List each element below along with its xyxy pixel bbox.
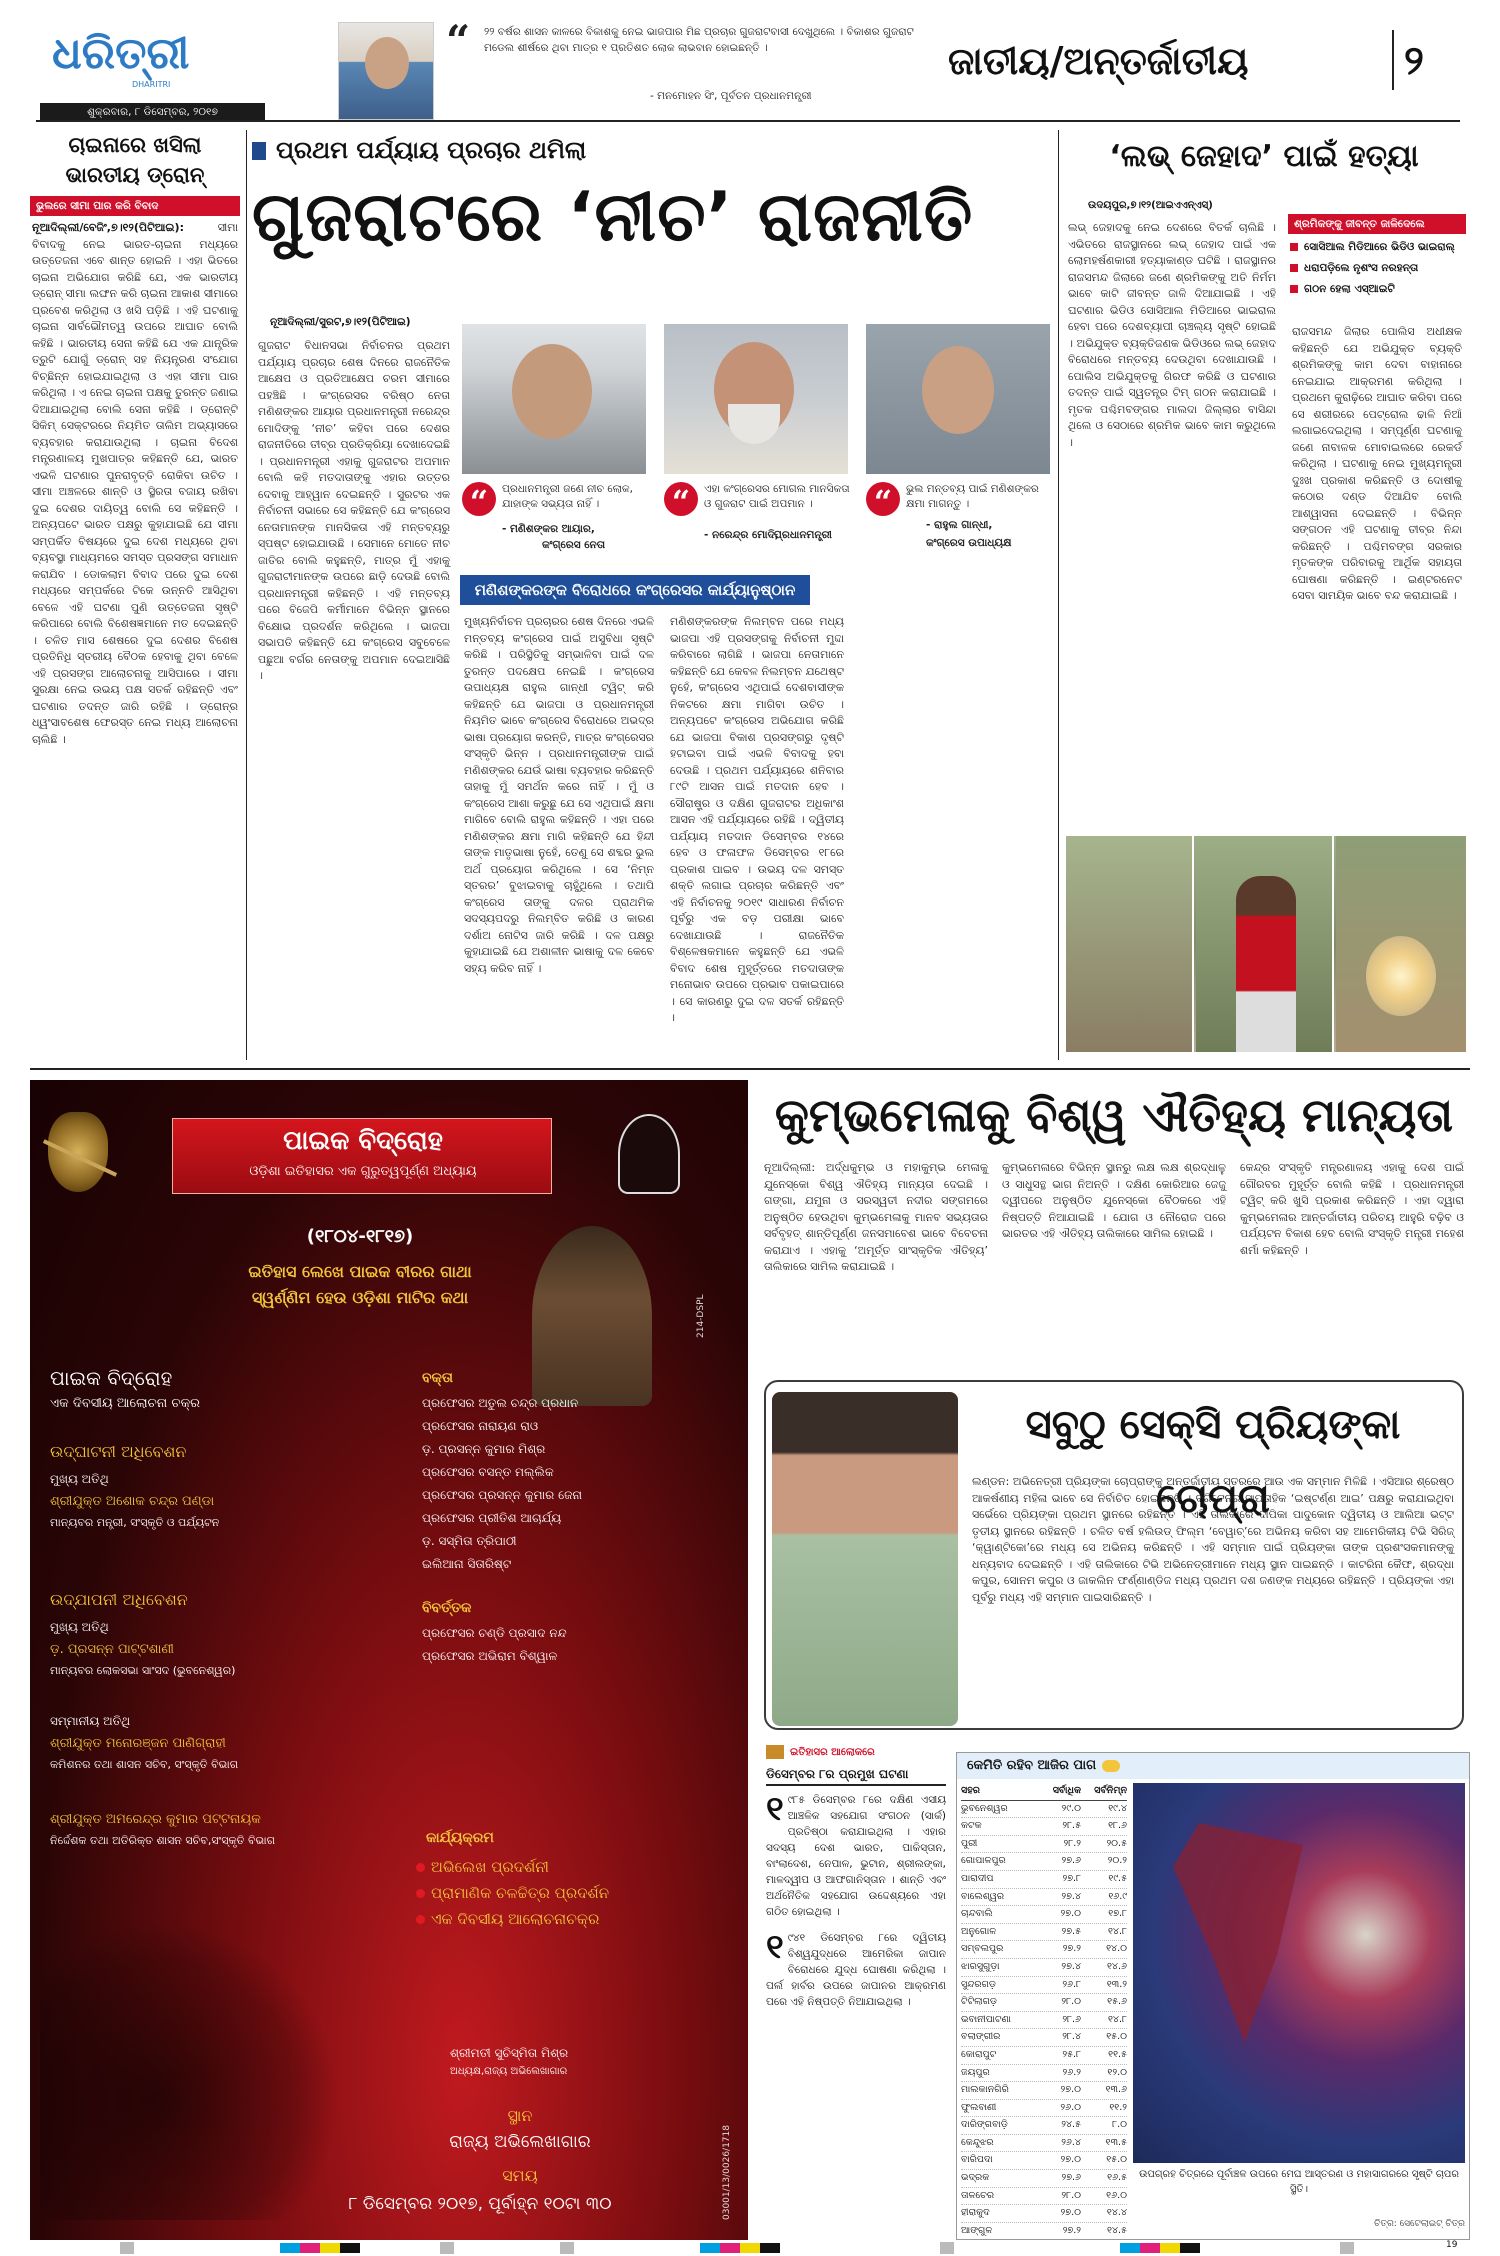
lj-dateline: ଉଦୟପୁର,୭।୧୨(ଆଇଏଏନ୍‌ଏସ୍)	[1088, 200, 1213, 211]
warrior-portrait	[532, 1226, 652, 1406]
weather-cell-min: ୧୧.୨	[1109, 2101, 1127, 2113]
priyanka-headline: ସବୁଠୁ ସେକ୍ସି ପ୍ରିୟଙ୍କା ଚୋପ୍ରା	[1025, 1402, 1401, 1522]
speaker-item: ଡ଼. ସସ୍ମିତା ତ୍ରିପାଠୀ	[422, 1534, 517, 1548]
kumbh-headline: କୁମ୍ଭମେଳାକୁ ବିଶ୍ୱ ଐତିହ୍ୟ ମାନ୍ୟତା	[774, 1088, 1454, 1142]
col-divider-2	[1058, 130, 1059, 1060]
footer	[0, 2240, 1500, 2256]
history-event-1	[766, 1789, 946, 1920]
speaker-item: ପ୍ରଫେସର ଅତୁଲ ଚନ୍ଦ୍ର ପ୍ରଧାନ	[422, 1396, 579, 1410]
cg-name: ଶ୍ରୀଯୁକ୍ତ ଅଶୋକ ଚନ୍ଦ୍ର ପଣ୍ଡା	[50, 1494, 215, 1509]
history-title: ଡିସେମ୍ବର ୮ର ପ୍ରମୁଖ ଘଟଣା	[766, 1764, 946, 1786]
satellite-credit: ଚିତ୍ର: ସେଟେଲାଇଟ୍ ଚିତ୍ର	[1374, 2219, 1465, 2229]
weather-cell-city: ସୁନ୍ଦରଗଡ଼	[961, 1978, 996, 1990]
weather-cell-city: ଆଙ୍ଗୁଳ	[961, 2224, 993, 2236]
weather-cell-min: ୧୪.୫	[1107, 2224, 1127, 2236]
masthead-underline	[36, 120, 1460, 122]
masthead-logo[interactable]	[52, 28, 252, 89]
weather-title-text: କେମିତି ରହିବ ଆଜିର ପାଗ	[967, 1758, 1097, 1773]
history-num-1: ୧	[766, 1789, 784, 1829]
lj-photo-2	[1196, 836, 1334, 1052]
weather-header-row	[961, 1783, 1127, 1801]
weather-cell-max: ୨୮.୬	[1062, 2013, 1081, 2025]
event-name: ପାଇକ ବିଦ୍ରୋହ	[50, 1366, 173, 1390]
bullet-icon	[1290, 264, 1298, 272]
main-kicker	[252, 132, 772, 168]
quote-modi-text: ଏହା କଂଗ୍ରେସର ମୋଗଲ ମାନସିକତା ଓ ଗୁଜରାଟ ପାଇଁ ଅପମାନ ।	[704, 483, 850, 510]
ad-years: (୧୮୦୪-୧୮୧୭)	[306, 1226, 414, 1247]
reg-mark-grey-2	[440, 2242, 454, 2254]
lj-bullet-2-text: ଧରାପଡ଼ିଲେ ନୃଶଂସ ନରହନ୍ତା	[1304, 262, 1419, 274]
quote-rahul-text: ଭୁଲ ମନ୍ତବ୍ୟ ପାଇଁ ମଣିଶଙ୍କର କ୍ଷମା ମାଗନ୍ତୁ ।	[906, 483, 1039, 510]
weather-cell-max: ୨୮.୪	[1062, 2031, 1081, 2043]
weather-cell-city: ଟିଟିଲାଗଡ଼	[961, 1996, 997, 2008]
weather-row	[961, 1871, 1127, 1889]
weather-cell-max: ୨୪.୫	[1061, 2119, 1081, 2131]
footer-page-no: 19	[1446, 2240, 1458, 2250]
weather-cell-max: ୨୭.୬	[1061, 2172, 1081, 2184]
programme-head: କାର୍ଯ୍ୟକ୍ରମ	[426, 1830, 494, 1846]
weather-cell-city: ଗୋପାଳପୁର	[961, 1855, 1006, 1867]
quote-aiyar-role: କଂଗ୍ରେସ ନେତା	[542, 539, 606, 551]
weather-title	[957, 1753, 1469, 1779]
closing-head: ଉଦ୍‌ଯାପନୀ ଅଧିବେଶନ	[50, 1590, 188, 1609]
weather-cell-city: ଭବାନୀପାଟଣା	[961, 2013, 1011, 2025]
speaker-item: ପ୍ରଫେସର ନାରାୟଣ ରାଓ	[422, 1419, 539, 1433]
main-story	[252, 128, 1054, 1063]
signatory-role: ଅଧ୍ୟକ୍ଷ,ରାଜ୍ୟ ଅଭିଲେଖାଗାର	[450, 2066, 568, 2077]
weather-cell-min: ୧୭.୮	[1108, 1908, 1127, 1920]
weather-cell-city: ବଲାଙ୍ଗୀର	[961, 2031, 1001, 2043]
weather-cell-min: ୧୯.୪	[1108, 1802, 1127, 1814]
kicker-text: ପ୍ରଥମ ପର୍ଯ୍ୟାୟ ପ୍ରଚାର ଥମିଲା	[276, 136, 587, 164]
lj-photo-strip	[1066, 836, 1466, 1052]
love-jihad-story	[1062, 128, 1468, 1063]
weather-cell-city: ବାଲେଶ୍ୱର	[961, 1890, 1005, 1902]
landmass-shape	[1173, 1823, 1303, 2043]
event-sub: ଏକ ଦିବସୀୟ ଆଲୋଚନା ଚକ୍ର	[50, 1396, 201, 1411]
quote-modi	[664, 482, 850, 560]
lj-body-2: ରାଜସମନ୍ଦ ଜିଲାର ପୋଲିସ ଅଧୀକ୍ଷକ କହିଛନ୍ତି ଯେ ଅଭିଯୁକ୍ତ ବ୍ୟକ୍ତି ଶ୍ରମିକଙ୍କୁ କାମ ଦେବା ବାହାନାରେ ନେଇଯାଇ ଆକ୍ରମଣ କରିଥିଲା । ପ୍ରଥମେ କୁରାଢ଼ିରେ ଆଘାତ କରିବା ପରେ ସେ ଶରୀରରେ ପେଟ୍ରୋଲ ଢାଳି ନିଆଁ ଲଗାଇଦେଇଥିଲା । ସମ୍ପୂର୍ଣ୍ଣ ଘଟଣାକୁ ଜଣେ ନାବାଳକ ମୋବାଇଲରେ ରେକର୍ଡ କରିଥିଲା । ଘଟଣାକୁ ନେଇ ମୁଖ୍ୟମନ୍ତ୍ରୀ ଦୁଃଖ ପ୍ରକାଶ କରିଛନ୍ତି ଓ ଦୋଷୀକୁ କଠୋର ଦଣ୍ଡ ଦିଆଯିବ ବୋଲି ଆଶ୍ୱାସନା ଦେଇଛନ୍ତି । ବିଭିନ୍ନ ସଙ୍ଗଠନ ଏହି ଘଟଣାକୁ ତୀବ୍ର ନିନ୍ଦା କରିଛନ୍ତି । ପଶ୍ଚିମବଙ୍ଗ ସରକାର ମୃତକଙ୍କ ପରିବାରକୁ ଆର୍ଥିକ ସହାୟତା ଘୋଷଣା କରିଛନ୍ତି । ଇଣ୍ଟରନେଟ ସେବା ସାମୟିକ ଭାବେ ବନ୍ଦ କରାଯାଇଛି ।	[1292, 325, 1462, 602]
weather-cell-city: ହୀରାକୁଦ	[961, 2207, 990, 2219]
weather-row	[961, 2117, 1127, 2135]
review-list	[422, 1622, 722, 1668]
weather-row	[961, 2012, 1127, 2030]
signatory: ଶ୍ରୀମତୀ ସୁଚିସ୍ମିତା ମିଶ୍ର	[450, 2046, 569, 2060]
programme-item-text: ଅଭିଲେଖ ପ୍ରଦର୍ଶନୀ	[431, 1858, 549, 1876]
drone-headline-1: ଚାଇନାରେ ଖସିଲା	[68, 133, 202, 157]
programme-item-text: ଏକ ଦିବସୀୟ ଆଲୋଚନାଚକ୍ର	[431, 1910, 600, 1928]
weather-table	[961, 1783, 1127, 2235]
lj-bullet-3-text: ଗଠନ ହେଲା ଏସ୍‌ଆଇଟି	[1304, 283, 1395, 295]
weather-cell-min: ୧୪.୮	[1107, 2013, 1127, 2025]
weather-row	[961, 1924, 1127, 1942]
ad-subtitle: ଓଡ଼ିଶା ଇତିହାସର ଏକ ଗୁରୁତ୍ୱପୂର୍ଣ୍ଣ ଅଧ୍ୟାୟ	[249, 1164, 477, 1179]
programme-list	[416, 1854, 716, 1932]
drone-story	[30, 130, 240, 1060]
main-body-mid: ମୁଖ୍ୟନିର୍ବାଚନ ପ୍ରଚାରର ଶେଷ ଦିନରେ ଏଭଳି ମନ୍ତବ୍ୟ କଂଗ୍ରେସ ପାଇଁ ଅସୁବିଧା ସୃଷ୍ଟି କରିଛି । ପରିସ୍ଥିତିକୁ ସମ୍ଭାଳିବା ପାଇଁ ଦଳ ତୁରନ୍ତ ପଦକ୍ଷେପ ନେଇଛି । କଂଗ୍ରେସ ଉପାଧ୍ୟକ୍ଷ ରାହୁଲ ଗାନ୍ଧୀ ଟ୍ୱିଟ୍ କରି କହିଛନ୍ତି ଯେ ଭାଜପା ଓ ପ୍ରଧାନମନ୍ତ୍ରୀ ନିୟମିତ ଭାବେ କଂଗ୍ରେସ ବିରୋଧରେ ଅଭଦ୍ର ଭାଷା ପ୍ରୟୋଗ କରନ୍ତି, ମାତ୍ର କଂଗ୍ରେସର ସଂସ୍କୃତି ଭିନ୍ନ । ପ୍ରଧାନମନ୍ତ୍ରୀଙ୍କ ପାଇଁ ମଣିଶଙ୍କର ଯେଉଁ ଭାଷା ବ୍ୟବହାର କରିଛନ୍ତି ତାହାକୁ ମୁଁ ସମର୍ଥନ କରେ ନାହିଁ । ମୁଁ ଓ କଂଗ୍ରେସ ଆଶା କରୁଛୁ ଯେ ସେ ଏଥିପାଇଁ କ୍ଷମା ମାଗିବେ ବୋଲି ରାହୁଲ କହିଛନ୍ତି । ଏହା ପରେ ମଣିଶଙ୍କର କ୍ଷମା ମାଗି କହିଛନ୍ତି ଯେ ହିନ୍ଦୀ ତାଙ୍କ ମାତୃଭାଷା ନୁହେଁ, ତେଣୁ ସେ ଶବ୍ଦର ଭୁଲ ଅର୍ଥ ପ୍ରୟୋଗ କରିଥିଲେ । ସେ ‘ନିମ୍ନ ସ୍ତରର’ ବୁଝାଇବାକୁ ଚାହୁଁଥିଲେ । ତଥାପି କଂଗ୍ରେସ ତାଙ୍କୁ ଦଳର ପ୍ରାଥମିକ ସଦସ୍ୟପଦରୁ ନିଲମ୍ବିତ କରିଛି ଓ କାରଣ ଦର୍ଶାଅ ନୋଟିସ ଜାରି କରିଛି । ଦଳ ପକ୍ଷରୁ କୁହାଯାଇଛି ଯେ ଅଶାଳୀନ ଭାଷାକୁ ଦଳ କେବେ ସହ୍ୟ କରିବ ନାହିଁ ।	[464, 615, 654, 975]
weather-row	[961, 2100, 1127, 2118]
weather-cell-max: ୨୭.୦	[1060, 1908, 1081, 1920]
rahul-face	[922, 346, 994, 434]
weather-cell-city: ପୁରୀ	[961, 1837, 978, 1849]
weather-row	[961, 2223, 1127, 2240]
weather-row	[961, 2047, 1127, 2065]
weather-box	[956, 1752, 1470, 2240]
weather-cell-max: ୨୫.୮	[1062, 2048, 1081, 2060]
weather-cell-city: ଦାରିଙ୍ଗବାଡ଼ି	[961, 2119, 1008, 2131]
reg-mark-grey-3	[560, 2242, 574, 2254]
masthead	[0, 0, 1500, 122]
weather-row	[961, 1801, 1127, 1819]
col-divider-1	[246, 130, 247, 1060]
weather-cell-min: ୧୪.୦	[1106, 1943, 1127, 1955]
guest-name: ଶ୍ରୀଯୁକ୍ତ ମନୋରଞ୍ଜନ ପାଣିଗ୍ରାହୀ	[50, 1736, 226, 1751]
kumbh-body-3: କେନ୍ଦ୍ର ସଂସ୍କୃତି ମନ୍ତ୍ରଣାଳୟ ଏହାକୁ ଦେଶ ପାଇଁ ଗୌରବର ମୁହୂର୍ତ୍ତ ବୋଲି କହିଛି । ପ୍ରଧାନମନ୍ତ୍ରୀ ଟ୍ୱିଟ୍ କରି ଖୁସି ପ୍ରକାଶ କରିଛନ୍ତି । ଏହା ଦ୍ୱାରା କୁମ୍ଭମେଳାର ଆନ୍ତର୍ଜାତୀୟ ପରିଚୟ ଆହୁରି ବଢ଼ିବ ଓ ପର୍ଯ୍ୟଟନ ବିକାଶ ହେବ ବୋଲି ସଂସ୍କୃତି ମନ୍ତ୍ରୀ ମହେଶ ଶର୍ମା କହିଛନ୍ତି ।	[1240, 1161, 1464, 1257]
quote-modi-role: ପ୍ରଧାନମନ୍ତ୍ରୀ	[774, 529, 832, 541]
odisha-emblem-icon	[618, 1114, 680, 1194]
quote-aiyar	[462, 482, 648, 560]
congress-action-bar: ମଣିଶଙ୍କରଙ୍କ ବିରୋଧରେ କଂଗ୍ରେସର କାର୍ଯ୍ୟାନୁଷ୍ଠାନ	[460, 575, 810, 605]
weather-row	[961, 2082, 1127, 2100]
bullet-icon	[416, 1889, 425, 1898]
time-head: ସମୟ	[502, 2166, 538, 2185]
weather-cell-max: ୨୮.୦	[1061, 2189, 1081, 2201]
programme-item	[416, 1880, 716, 1906]
face-shape	[365, 37, 409, 89]
cg2-name: ଡ଼. ପ୍ରସନ୍ନ ପାଟ୍ଟଶାଣୀ	[50, 1642, 175, 1657]
lj-photo-3	[1336, 836, 1466, 1052]
main-body-right: ମଣିଶଙ୍କରଙ୍କ ନିଲମ୍ବନ ପରେ ମଧ୍ୟ ଭାଜପା ଏହି ପ୍ରସଙ୍ଗକୁ ନିର୍ବାଚନୀ ମୁଦ୍ଦା କରିବାରେ ଲାଗିଛି । ଭାଜପା ନେତାମାନେ କହିଛନ୍ତି ଯେ କେବଳ ନିଲମ୍ବନ ଯଥେଷ୍ଟ ନୁହେଁ, କଂଗ୍ରେସ ଏଥିପାଇଁ ଦେଶବାସୀଙ୍କ ନିକଟରେ କ୍ଷମା ମାଗିବା ଉଚିତ । ଅନ୍ୟପଟେ କଂଗ୍ରେସ ଅଭିଯୋଗ କରିଛି ଯେ ଭାଜପା ବିକାଶ ପ୍ରସଙ୍ଗରୁ ଦୃଷ୍ଟି ହଟାଇବା ପାଇଁ ଏଭଳି ବିବାଦକୁ ହବା ଦେଉଛି । ପ୍ରଥମ ପର୍ଯ୍ୟାୟରେ ଶନିବାର ୮୯ଟି ଆସନ ପାଇଁ ମତଦାନ ହେବ । ସୌରାଷ୍ଟ୍ର ଓ ଦକ୍ଷିଣ ଗୁଜରାଟର ଅଧିକାଂଶ ଆସନ ଏହି ପର୍ଯ୍ୟାୟରେ ରହିଛି । ଦ୍ୱିତୀୟ ପର୍ଯ୍ୟାୟ ମତଦାନ ଡିସେମ୍ବର ୧୪ରେ ହେବ ଓ ଫଳାଫଳ ଡିସେମ୍ବର ୧୮ରେ ପ୍ରକାଶ ପାଇବ । ଉଭୟ ଦଳ ସମସ୍ତ ଶକ୍ତି ଲଗାଇ ପ୍ରଚାର କରିଛନ୍ତି ଏବଂ ଏହି ନିର୍ବାଚନକୁ ୨୦୧୯ ସାଧାରଣ ନିର୍ବାଚନ ପୂର୍ବରୁ ଏକ ବଡ଼ ପରୀକ୍ଷା ଭାବେ ଦେଖାଯାଉଛି । ରାଜନୈତିକ ବିଶ୍ଳେଷକମାନେ କହୁଛନ୍ତି ଯେ ଏଭଳି ବିବାଦ ଶେଷ ମୁହୂର୍ତ୍ତରେ ମତଦାତାଙ୍କ ମନୋଭାବ ଉପରେ ପ୍ରଭାବ ପକାଇପାରେ । ସେ କାରଣରୁ ଦୁଇ ଦଳ ସତର୍କ ରହିଛନ୍ତି ।	[670, 615, 844, 1024]
weather-cell-min: ୧୪.୬	[1106, 1960, 1127, 1972]
quote-icon: “	[866, 482, 900, 516]
speakers-head: ବକ୍ତା	[422, 1370, 454, 1386]
section-title: ଜାତୀୟ/ଅନ୍ତର୍ଜାତୀୟ	[948, 39, 1249, 83]
chief-guest-label-2: ମୁଖ୍ୟ ଅତିଥି	[50, 1620, 109, 1634]
ad-code-2: 03001/13/0026/1718	[722, 2125, 732, 2220]
weather-cell-city: ତାଳଚେର	[961, 2189, 995, 2201]
lj-body: ଲଭ୍ ଜେହାଦକୁ ନେଇ ଦେଶରେ ବିତର୍କ ଚାଲିଛି । ଏଭିତରେ ରାଜସ୍ଥାନରେ ଲଭ୍ ଜେହାଦ ପାଇଁ ଏକ ଲୋମହର୍ଷଣକାରୀ ହତ୍ୟାକାଣ୍ଡ ଘଟିଛି । ରାଜସ୍ଥାନର ରାଜସମନ୍ଦ ଜିଲାରେ ଜଣେ ଶ୍ରମିକଙ୍କୁ ଅତି ନିର୍ମମ ଭାବେ କାଟି ଜୀବନ୍ତ ଜାଳି ଦିଆଯାଇଛି । ଏହି ଘଟଣାର ଭିଡିଓ ସୋସିଆଲ ମିଡିଆରେ ଭାଇରାଲ ହେବା ପରେ ଦେଶବ୍ୟାପୀ ଚାଞ୍ଚଲ୍ୟ ସୃଷ୍ଟି ହୋଇଛି । ଅଭିଯୁକ୍ତ ବ୍ୟକ୍ତିଜଣକ ଭିଡିଓରେ ଲଭ୍ ଜେହାଦ ବିରୋଧରେ ମନ୍ତବ୍ୟ ଦେଉଥିବା ଦେଖାଯାଉଛି । ପୋଲିସ ଅଭିଯୁକ୍ତକୁ ଗିରଫ କରିଛି ଓ ଘଟଣାର ତଦନ୍ତ ପାଇଁ ସ୍ୱତନ୍ତ୍ର ଟିମ୍ ଗଠନ କରାଯାଇଛି । ମୃତକ ପଶ୍ଚିମବଙ୍ଗର ମାଲଦା ଜିଲ୍ଲାର ବାସିନ୍ଦା ଥିଲେ ଓ ସେଠାରେ ଶ୍ରମିକ ଭାବେ କାମ କରୁଥିଲେ ।	[1068, 221, 1276, 449]
weather-row	[961, 2188, 1127, 2206]
weather-cell-min: ୨୦.୫	[1106, 1837, 1127, 1849]
weather-row	[961, 2205, 1127, 2223]
weather-row	[961, 1818, 1127, 1836]
weather-cell-city: କେନ୍ଦୁଝର	[961, 2136, 994, 2148]
weather-row	[961, 1836, 1127, 1854]
ad-title-box	[172, 1118, 552, 1194]
weather-cell-max: ୨୭.୨	[1062, 2224, 1081, 2236]
weather-cell-min: ୧୫.୦	[1106, 2031, 1127, 2043]
satellite-caption: ଉପଗ୍ରହ ଚିତ୍ରରେ ପୂର୍ବାଞ୍ଚଳ ଉପରେ ମେଘ ଆସ୍ତରଣ ଓ ମହାସାଗରରେ ସୃଷ୍ଟି ଚାପର ସ୍ଥିତି।	[1139, 2169, 1459, 2195]
weather-cell-max: ୨୬.୮	[1062, 1978, 1081, 1990]
lj-bullet-1	[1288, 240, 1466, 255]
lj-bullet-1-text: ସୋସିଆଲ ମିଡିଆରେ ଭିଡିଓ ଭାଇରାଲ୍	[1304, 241, 1455, 253]
modi-beard	[728, 404, 780, 444]
kumbh-story	[758, 1078, 1470, 1368]
quote-aiyar-text: ପ୍ରଧାନମନ୍ତ୍ରୀ ଜଣେ ନୀଚ ଲୋକ, ଯାହାଙ୍କ ସଭ୍ୟତା ନାହିଁ ।	[502, 483, 634, 510]
quote-rahul-by: - ରାହୁଲ ଗାନ୍ଧୀ,	[926, 519, 993, 531]
weather-cell-min: ୧୪.୪	[1106, 2207, 1127, 2219]
main-dateline: ନୂଆଦିଲ୍ଲୀ/ସୁରଟ,୭।୧୨(ପିଟିଆଇ)	[270, 316, 411, 328]
weather-cell-min: ୧୧.୫	[1108, 2048, 1127, 2060]
main-body-left: ଗୁଜରାଟ ବିଧାନସଭା ନିର୍ବାଚନର ପ୍ରଥମ ପର୍ଯ୍ୟାୟ ପ୍ରଚାର ଶେଷ ଦିନରେ ରାଜନୈତିକ ଆକ୍ଷେପ ଓ ପ୍ରତିଆକ୍ଷେପ ଚରମ ସୀମାରେ ପହଞ୍ଚିଛି । କଂଗ୍ରେସର ବରିଷ୍ଠ ନେତା ମଣିଶଙ୍କର ଆୟାର ପ୍ରଧାନମନ୍ତ୍ରୀ ନରେନ୍ଦ୍ର ମୋଦିଙ୍କୁ ‘ନୀଚ’ କହିବା ପରେ ଦେଶର ରାଜନୀତିରେ ତୀବ୍ର ପ୍ରତିକ୍ରିୟା ଦେଖାଦେଇଛି । ପ୍ରଧାନମନ୍ତ୍ରୀ ଏହାକୁ ଗୁଜରାଟର ଅପମାନ ବୋଲି କହି ମତଦାତାଙ୍କୁ ଏହାର ଉତ୍ତର ଦେବାକୁ ଆହ୍ୱାନ ଦେଇଛନ୍ତି । ସୁରଟର ଏକ ନିର୍ବାଚନୀ ସଭାରେ ସେ କହିଛନ୍ତି ଯେ କଂଗ୍ରେସ ନେତାମାନଙ୍କ ମାନସିକତା ଏହି ମନ୍ତବ୍ୟରୁ ସ୍ପଷ୍ଟ ହୋଇଯାଉଛି । ସେମାନେ ମୋତେ ନୀଚ ଜାତିର ବୋଲି କହୁଛନ୍ତି, ମାତ୍ର ମୁଁ ଏହାକୁ ଗୁଜରାଟୀମାନଙ୍କ ଉପରେ ଛାଡ଼ି ଦେଉଛି ବୋଲି ପ୍ରଧାନମନ୍ତ୍ରୀ କହିଛନ୍ତି । ଏହି ମନ୍ତବ୍ୟ ପରେ ବିଜେପି କର୍ମୀମାନେ ବିଭିନ୍ନ ସ୍ଥାନରେ ବିକ୍ଷୋଭ ପ୍ରଦର୍ଶନ କରିଥିଲେ । ଭାଜପା ସଭାପତି କହିଛନ୍ତି ଯେ କଂଗ୍ରେସ ସବୁବେଳେ ପଛୁଆ ବର୍ଗର ନେତାଙ୍କୁ ଅପମାନ ଦେଇଆସିଛି ।	[258, 339, 450, 682]
lj-bullet-3	[1288, 282, 1466, 297]
review-item: ପ୍ରଫେସର ଅଭିରାମ ବିଶ୍ୱାଳ	[422, 1649, 558, 1663]
man-figure	[1236, 876, 1296, 1052]
weather-rows	[961, 1801, 1127, 2240]
weather-cell-max: ୨୭.୦	[1060, 2154, 1081, 2166]
sun-cloud-icon	[1102, 1760, 1120, 1772]
weather-row	[961, 1941, 1127, 1959]
weather-cell-min: ୨୦.୨	[1107, 1855, 1127, 1867]
guest-head: ସମ୍ମାନୀୟ ଅତିଥି	[50, 1714, 131, 1728]
weather-cell-city: କଟକ	[961, 1820, 982, 1832]
inaugural-head: ଉଦ୍‌ଘାଟନୀ ଅଧିବେଶନ	[50, 1442, 187, 1461]
priyanka-body: ଲଣ୍ଡନ: ଅଭିନେତ୍ରୀ ପ୍ରିୟଙ୍କା ଚୋପ୍ରାଙ୍କୁ ଅନ୍ତର୍ଜାତୀୟ ସ୍ତରରେ ଆଉ ଏକ ସମ୍ମାନ ମିଳିଛି । ଏସିଆର ଶ୍ରେଷ୍ଠ ଆକର୍ଷଣୀୟ ମହିଳା ଭାବେ ସେ ନିର୍ବାଚିତ ହୋଇଛନ୍ତି । ବ୍ରିଟେନର ସାପ୍ତାହିକ ‘ଇଷ୍ଟର୍ଣ୍ଣ ଆଇ’ ପକ୍ଷରୁ କରାଯାଇଥିବା ସର୍ଭେରେ ପ୍ରିୟଙ୍କା ପ୍ରଥମ ସ୍ଥାନରେ ରହିଛନ୍ତି । ଏହି ତାଲିକାରେ ଦୀପିକା ପାଦୁକୋନ ଦ୍ୱିତୀୟ ଓ ଆଲିଆ ଭଟ୍ଟ ତୃତୀୟ ସ୍ଥାନରେ ରହିଛନ୍ତି । ଚଳିତ ବର୍ଷ ହଲିଉଡ୍ ଫିଲ୍ମ ‘ବେୱାଚ୍’ରେ ଅଭିନୟ କରିବା ସହ ଆମେରିକୀୟ ଟିଭି ସିରିଜ୍ ‘କ୍ୱାଣ୍ଟିକୋ’ରେ ମଧ୍ୟ ସେ ଅଭିନୟ କରିଛନ୍ତି । ଏହି ସମ୍ମାନ ପାଇଁ ପ୍ରିୟଙ୍କା ତାଙ୍କ ପ୍ରଶଂସକମାନଙ୍କୁ ଧନ୍ୟବାଦ ଦେଇଛନ୍ତି । ଏହି ତାଲିକାରେ ଟିଭି ଅଭିନେତ୍ରୀମାନେ ମଧ୍ୟ ସ୍ଥାନ ପାଇଛନ୍ତି । କାଟରିନା କୈଫ, ଶ୍ରଦ୍ଧା କପୁର, ସୋନମ କପୁର ଓ ଜାକଲିନ ଫର୍ଣ୍ଣାଣ୍ଡିଜ ମଧ୍ୟ ପ୍ରଥମ ଦଶ ଜଣଙ୍କ ମଧ୍ୟରେ ରହିଛନ୍ତି । ପ୍ରିୟଙ୍କା ଏହା ପୂର୍ବରୁ ମଧ୍ୟ ଏହି ସମ୍ମାନ ପାଇସାରିଛନ୍ତି ।	[972, 1475, 1454, 1604]
logo-sub: DHARITRI	[132, 80, 171, 89]
history-event-1-text: ୯୮୫ ଡିସେମ୍ବର ୮ରେ ଦକ୍ଷିଣ ଏସୀୟ ଆଞ୍ଚଳିକ ସହଯୋଗ ସଂଗଠନ (ସାର୍କ) ପ୍ରତିଷ୍ଠା କରାଯାଇଥିଲା । ଏହାର ସଦସ୍ୟ ଦେଶ ଭାରତ, ପାକିସ୍ତାନ, ବାଂଲାଦେଶ, ନେପାଳ, ଭୁଟାନ, ଶ୍ରୀଲଙ୍କା, ମାଳଦ୍ୱୀପ ଓ ଆଫଗାନିସ୍ତାନ । ଶାନ୍ତି ଏବଂ ଅର୍ଥନୈତିକ ସହଯୋଗ ଉଦ୍ଦେଶ୍ୟରେ ଏହା ଗଠିତ ହୋଇଥିଲା ।	[766, 1794, 946, 1918]
weather-row	[961, 2152, 1127, 2170]
lj-tag: ଶ୍ରମିକଙ୍କୁ ଜୀବନ୍ତ ଜାଳିଦେଲେ	[1288, 214, 1466, 234]
weather-cell-min: ୧୬.୦	[1106, 2189, 1127, 2201]
weather-cell-max: ୨୬.୪	[1061, 2136, 1081, 2148]
venue: ରାଜ୍ୟ ଅଭିଲେଖାଗାର	[449, 2132, 591, 2152]
book-icon	[766, 1745, 784, 1759]
weather-cell-city: ମାଲକାନଗିରି	[961, 2084, 1009, 2096]
weather-cell-min: ୧୩.୨	[1106, 1978, 1127, 1990]
priyanka-photo	[772, 1392, 958, 1726]
weather-cell-max: ୨୭.୬	[1061, 1855, 1081, 1867]
time: ୮ ଡିସେମ୍ବର ୨୦୧୭, ପୂର୍ବାହ୍ନ ୧୦ଟା ୩୦	[348, 2194, 612, 2214]
col-max: ସର୍ବାଧିକ	[1052, 1785, 1081, 1796]
section-divider	[1392, 30, 1394, 90]
quote-icon: “	[462, 482, 496, 516]
weather-cell-city: କୋରାପୁଟ	[961, 2048, 997, 2060]
reg-mark-grey-5	[1340, 2242, 1354, 2254]
weather-row	[961, 2170, 1127, 2188]
color-bar-3	[1120, 2243, 1200, 2253]
bullet-icon	[1290, 243, 1298, 251]
weather-row	[961, 1906, 1127, 1924]
history-event-2	[766, 1927, 946, 2010]
weather-cell-min: ୧୬.୫	[1107, 2172, 1127, 2184]
history-badge	[766, 1742, 946, 1764]
masthead-quote: ୨୨ ବର୍ଷର ଶାସନ କାଳରେ ବିକାଶକୁ ନେଇ ଭାଜପାର ମିଛ ପ୍ରଚାର ଗୁଜରାଟବାସୀ ଦେଖୁଥିଲେ । ବିକାଶର ଗୁଜରାଟ ମଡେଲ ଶୀର୍ଷରେ ଥିବା ମାତ୍ର ୧ ପ୍ରତିଶତ ଲୋକ ଲାଭବାନ ହୋଇଛନ୍ତି ।	[484, 26, 914, 54]
bullet-icon	[416, 1915, 425, 1924]
shield-icon	[48, 1112, 108, 1192]
weather-row	[961, 2135, 1127, 2153]
bullet-icon	[416, 1863, 425, 1872]
drone-tag: ଭୁଲରେ ସୀମା ପାର କରି ବିବାଦ	[30, 196, 240, 216]
modi-photo	[664, 324, 848, 474]
lj-bullet-2	[1288, 261, 1466, 276]
weather-row	[961, 2065, 1127, 2083]
director-name: ଶ୍ରୀଯୁକ୍ତ ଅମରେନ୍ଦ୍ର କୁମାର ପଟ୍ଟନାୟକ	[50, 1812, 261, 1827]
weather-cell-min: ୧୩.୫	[1105, 2136, 1127, 2148]
weather-row	[961, 1994, 1127, 2012]
drone-body: ସୀମା ବିବାଦକୁ ନେଇ ଭାରତ-ଚାଇନା ମଧ୍ୟରେ ଉତ୍ତେଜନା ଏବେ ଶାନ୍ତ ହୋଇନି । ଏହା ଭିତରେ ଚାଇନା ଅଭିଯୋଗ କରିଛି ଯେ, ଏକ ଭାରତୀୟ ଡ୍ରୋନ୍ ସୀମା ଲଙ୍ଘନ କରି ଚାଇନା ଆକାଶ ସୀମାରେ ପ୍ରବେଶ କରିଥିଲା ଓ ଖସି ପଡ଼ିଛି । ଏହି ଘଟଣାକୁ ଚାଇନା ସାର୍ବଭୌମତ୍ୱ ଉପରେ ଆଘାତ ବୋଲି କହିଛି । ଭାରତୀୟ ସେନା କହିଛି ଯେ ଏକ ଯାନ୍ତ୍ରିକ ତ୍ରୁଟି ଯୋଗୁଁ ଡ୍ରୋନ୍ ସହ ନିୟନ୍ତ୍ରଣ ସଂଯୋଗ ବିଚ୍ଛିନ୍ନ ହୋଇଯାଇଥିଲା ଓ ଏହା ସୀମା ପାର କରିଥିଲା । ଏ ନେଇ ଚାଇନା ପକ୍ଷକୁ ତୁରନ୍ତ ଜଣାଇ ଦିଆଯାଇଥିଲା ବୋଲି ସେନା କହିଛି । ଡ୍ରୋନ୍‌ଟି ସିକିମ୍ ସେକ୍ଟରରେ ନିୟମିତ ତାଲିମ ଅଭ୍ୟାସରେ ବ୍ୟବହାର କରାଯାଉଥିଲା । ଚାଇନା ବିଦେଶ ମନ୍ତ୍ରଣାଳୟ ମୁଖପାତ୍ର କହିଛନ୍ତି ଯେ, ଭାରତ ଏଭଳି ଘଟଣାର ପୁନରାବୃତ୍ତି ରୋକିବା ଉଚିତ । ସୀମା ଅଞ୍ଚଳରେ ଶାନ୍ତି ଓ ସ୍ଥିରତା ବଜାୟ ରଖିବା ଦୁଇ ଦେଶର ଦାୟିତ୍ୱ ବୋଲି ସେ କହିଛନ୍ତି । ଅନ୍ୟପଟେ ଭାରତ ପକ୍ଷରୁ କୁହାଯାଇଛି ଯେ ସୀମା ସମ୍ପର୍କିତ ବିଷୟରେ ଦୁଇ ଦେଶ ମଧ୍ୟରେ ଥିବା ବ୍ୟବସ୍ଥା ମାଧ୍ୟମରେ ସମସ୍ତ ପ୍ରସଙ୍ଗ ସମାଧାନ କରାଯିବ । ଡୋକଲାମ ବିବାଦ ପରେ ଦୁଇ ଦେଶ ମଧ୍ୟରେ ସମ୍ପର୍କରେ ଟିକେ ଉନ୍ନତି ଆସିଥିବା ବେଳେ ଏହି ଘଟଣା ପୁଣି ଉତ୍ତେଜନା ସୃଷ୍ଟି କରିପାରେ ବୋଲି ବିଶେଷଜ୍ଞମାନେ ମତ ଦେଇଛନ୍ତି । ଚଳିତ ମାସ ଶେଷରେ ଦୁଇ ଦେଶର ବିଶେଷ ପ୍ରତିନିଧି ସ୍ତରୀୟ ବୈଠକ ହେବାକୁ ଥିବା ବେଳେ ଏହି ପ୍ରସଙ୍ଗ ଆଲୋଚନାକୁ ଆସିପାରେ । ସୀମା ସୁରକ୍ଷା ନେଇ ଉଭୟ ପକ୍ଷ ସତର୍କ ରହିଛନ୍ତି ଏବଂ ଘଟଣାର ତଦନ୍ତ ଜାରି ରହିଛି । ଡ୍ରୋନ୍‌ର ଧ୍ୱଂସାବଶେଷ ଫେରସ୍ତ ନେଇ ମଧ୍ୟ ଆଲୋଚନା ଚାଲିଛି ।	[32, 221, 238, 746]
weather-cell-city: ଭୁବନେଶ୍ୱର	[961, 1802, 1008, 1814]
quote-modi-by: - ନରେନ୍ଦ୍ର ମୋଦି,	[704, 529, 779, 541]
col-min: ସର୍ବନିମ୍ନ	[1094, 1785, 1127, 1796]
programme-item-text: ପ୍ରାମାଣିକ ଚଳଚ୍ଚିତ୍ର ପ୍ରଦର୍ଶନ	[431, 1884, 610, 1902]
weather-cell-max: ୨୭.୪	[1061, 1960, 1081, 1972]
main-headline: ଗୁଜରାଟରେ ‘ନୀଚ’ ରାଜନୀତି	[252, 178, 974, 257]
weather-cell-min: ୮.୦	[1112, 2119, 1127, 2131]
weather-cell-city: ବାରିପଦା	[961, 2154, 993, 2166]
weather-cell-max: ୨୭.୦	[1060, 2084, 1081, 2096]
weather-cell-max: ୨୯.୦	[1061, 1802, 1081, 1814]
weather-cell-min: ୧୯.୫	[1108, 1872, 1127, 1884]
color-bar-2	[700, 2243, 780, 2253]
weather-row	[961, 1959, 1127, 1977]
lj-photo-1	[1066, 836, 1194, 1052]
cg-role: ମାନ୍ୟବର ମନ୍ତ୍ରୀ, ସଂସ୍କୃତି ଓ ପର୍ଯ୍ୟଟନ	[50, 1516, 220, 1529]
aiyar-photo	[462, 324, 646, 474]
programme-item	[416, 1906, 716, 1932]
drone-headline-2: ଭାରତୀୟ ଡ୍ରୋନ୍	[65, 163, 205, 187]
page-number: ୨	[1404, 38, 1424, 84]
director-role: ନିର୍ଦ୍ଦେଶକ ତଥା ଅତିରିକ୍ତ ଶାସନ ସଚିବ,ସଂସ୍କୃତି ବିଭାଗ	[50, 1834, 276, 1847]
masthead-date: ଶୁକ୍ରବାର, ୮ ଡିସେମ୍ବର, ୨୦୧୭	[40, 103, 265, 121]
programme-item	[416, 1854, 716, 1880]
speaker-item: ଇଲିଆନା ସିତାରିଷ୍ଟ	[422, 1557, 512, 1571]
bullet-icon	[1290, 285, 1298, 293]
speaker-item: ଡ଼. ପ୍ରସନ୍ନ କୁମାର ମିଶ୍ର	[422, 1442, 546, 1456]
priyanka-story	[764, 1380, 1464, 1730]
lj-headline: ‘ଲଭ୍ ଜେହାଦ’ ପାଇଁ ହତ୍ୟା	[1109, 139, 1419, 174]
weather-cell-city: ଝାରସୁଗୁଡ଼ା	[961, 1960, 1000, 1972]
weather-cell-max: ୨୬.୦	[1060, 2101, 1081, 2113]
quote-icon: “	[664, 482, 698, 516]
kumbh-body-1: ନୂଆଦିଲ୍ଲୀ: ଅର୍ଦ୍ଧକୁମ୍ଭ ଓ ମହାକୁମ୍ଭ ମେଳାକୁ ଯୁନେସ୍କୋ ବିଶ୍ୱ ଐତିହ୍ୟ ମାନ୍ୟତା ଦେଇଛି । ଗଙ୍ଗା, ଯମୁନା ଓ ସରସ୍ୱତୀ ନଦୀର ସଙ୍ଗମରେ ଅନୁଷ୍ଠିତ ହେଉଥିବା କୁମ୍ଭମେଳାକୁ ମାନବ ସଭ୍ୟତାର ସର୍ବବୃହତ୍ ଶାନ୍ତିପୂର୍ଣ୍ଣ ଜନସମାବେଶ ଭାବେ ବିବେଚନା କରାଯାଏ । ଏହାକୁ ‘ଅମୂର୍ତ୍ତ ସାଂସ୍କୃତିକ ଐତିହ୍ୟ’ ତାଲିକାରେ ସାମିଲ କରାଯାଇଛି ।	[764, 1161, 988, 1273]
history-badge-text: ଇତିହାସର ଆଲୋକରେ	[790, 1747, 875, 1758]
weather-cell-max: ୨୮.୨	[1063, 1837, 1081, 1849]
drone-body-wrap	[30, 218, 240, 750]
weather-row	[961, 1977, 1127, 1995]
speakers-list	[422, 1392, 722, 1576]
lj-sidebar	[1288, 214, 1466, 314]
reg-mark-grey-1	[120, 2242, 134, 2254]
masthead-quote-by: - ମନମୋହନ ସିଂ, ପୂର୍ବତନ ପ୍ରଧାନମନ୍ତ୍ରୀ	[650, 90, 812, 102]
weather-cell-city: ଅନୁଗୋଳ	[961, 1925, 997, 1937]
weather-cell-city: ଭଦ୍ରକ	[961, 2172, 990, 2184]
history-num-2: ୧	[766, 1927, 784, 1967]
ad-line1: ଇତିହାସ ଲେଖେ ପାଇକ ବୀରର ଗାଥା	[248, 1262, 472, 1281]
weather-cell-city: ସମ୍ବଲପୁର	[961, 1943, 1004, 1955]
col-city: ସହର	[961, 1785, 980, 1796]
quote-rahul-role: କଂଗ୍ରେସ ଉପାଧ୍ୟକ୍ଷ	[926, 537, 1012, 549]
weather-cell-max: ୨୭.୫	[1061, 1925, 1081, 1937]
horseman-silhouette	[40, 1920, 340, 2220]
quote-mark-icon: “	[446, 16, 471, 65]
weather-cell-min: ୧୬.୯	[1108, 1890, 1127, 1902]
weather-row	[961, 1853, 1127, 1871]
weather-cell-max: ୨୭.୪	[1061, 1890, 1081, 1902]
quote-rahul	[866, 482, 1052, 560]
weather-cell-city: ଜୟପୁର	[961, 2066, 990, 2078]
paika-advertisement	[30, 1080, 748, 2240]
quote-aiyar-by: - ମଣିଶଙ୍କର ଆୟାର,	[502, 523, 595, 535]
fire-shape	[1366, 936, 1436, 1016]
weather-cell-city: ପାରାଦୀପ	[961, 1872, 994, 1884]
weather-cell-min: ୧୮.୬	[1108, 1820, 1127, 1832]
satellite-image	[1133, 1783, 1465, 2163]
manmohan-photo	[338, 22, 434, 120]
weather-cell-min: ୧୫.୬	[1107, 1996, 1127, 2008]
ad-code-1: 214-DSPL	[696, 1294, 706, 1338]
color-bar-1	[280, 2243, 360, 2253]
photo-row	[462, 324, 1054, 564]
speaker-item: ପ୍ରଫେସର ପ୍ରସନ୍ନ କୁମାର ଜେନା	[422, 1488, 583, 1502]
chief-guest-label: ମୁଖ୍ୟ ଅତିଥି	[50, 1472, 109, 1486]
drone-dateline: ନୂଆଦିଲ୍ଲୀ/ବେଜିଂ,୭।୧୨(ପିଟିଆଇ):	[32, 221, 184, 234]
history-event-2-text: ୯୪୧ ଡିସେମ୍ବର ୮ରେ ଦ୍ୱିତୀୟ ବିଶ୍ୱଯୁଦ୍ଧରେ ଆମେରିକା ଜାପାନ ବିରୋଧରେ ଯୁଦ୍ଧ ଘୋଷଣା କରିଥିଲା । ପର୍ଲ ହାର୍ବର ଉପରେ ଜାପାନର ଆକ୍ରମଣ ପରେ ଏହି ନିଷ୍ପତ୍ତି ନିଆଯାଇଥିଲା ।	[766, 1932, 946, 2008]
ad-line2: ସ୍ୱର୍ଣ୍ଣିମ ହେଉ ଓଡ଼ିଶା ମାଟିର କଥା	[251, 1288, 469, 1307]
venue-head: ସ୍ଥାନ	[507, 2106, 533, 2125]
mid-rule	[30, 1068, 1470, 1070]
rahul-photo	[866, 324, 1050, 474]
weather-cell-max: ୨୮.୦	[1061, 1996, 1081, 2008]
guest-role: କମିଶନର ତଥା ଶାସନ ସଚିବ, ସଂସ୍କୃତି ବିଭାଗ	[50, 1758, 239, 1771]
weather-cell-min: ୧୪.୮	[1107, 1925, 1127, 1937]
speaker-item: ପ୍ରଫେସର ପ୍ରୀତିଶ ଆଚାର୍ଯ୍ୟ	[422, 1511, 562, 1525]
logo-text: ଧରିତ୍ରୀ	[52, 28, 190, 79]
weather-cell-min: ୧୩.୬	[1105, 2084, 1127, 2096]
review-item: ପ୍ରଫେସର ଚଣ୍ଡି ପ୍ରସାଦ ନନ୍ଦ	[422, 1626, 567, 1640]
weather-row	[961, 2029, 1127, 2047]
weather-row	[961, 1889, 1127, 1907]
kicker-bullet-icon	[252, 142, 266, 160]
weather-cell-max: ୨୭.୨	[1062, 1943, 1081, 1955]
weather-cell-min: ୧୨.୦	[1107, 2066, 1127, 2078]
weather-cell-max: ୨୮.୫	[1062, 1820, 1081, 1832]
kumbh-body-2: କୁମ୍ଭମେଳାରେ ବିଭିନ୍ନ ସ୍ଥାନରୁ ଲକ୍ଷ ଲକ୍ଷ ଶ୍ରଦ୍ଧାଳୁ ଓ ସାଧୁସନ୍ଥ ଭାଗ ନିଅନ୍ତି । ଦକ୍ଷିଣ କୋରିଆର ଜେଜୁ ଦ୍ୱୀପରେ ଅନୁଷ୍ଠିତ ଯୁନେସ୍କୋ ବୈଠକରେ ଏହି ନିଷ୍ପତ୍ତି ନିଆଯାଇଛି । ଯୋଗ ଓ ନୌରୋଜ ପରେ ଭାରତର ଏହି ଐତିହ୍ୟ ତାଲିକାରେ ସାମିଲ ହୋଇଛି ।	[1002, 1161, 1226, 1240]
weather-cell-max: ୨୭.୮	[1062, 1872, 1081, 1884]
weather-cell-city: ଚାନ୍ଦବାଲି	[961, 1908, 993, 1920]
weather-cell-max: ୨୭.୦	[1060, 2207, 1081, 2219]
weather-cell-city: ଫୁଲବାଣୀ	[961, 2101, 997, 2113]
ad-title: ପାଇକ ବିଦ୍ରୋହ	[283, 1126, 443, 1156]
review-head: ବିବର୍ତ୍ତକ	[422, 1600, 472, 1616]
cg2-role: ମାନ୍ୟବର ଲୋକସଭା ସାଂସଦ (ଭୁବନେଶ୍ୱର)	[50, 1664, 236, 1677]
history-column	[766, 1742, 946, 2240]
reg-mark-grey-4	[940, 2242, 954, 2254]
speaker-item: ପ୍ରଫେସର ବସନ୍ତ ମଲ୍ଲିକ	[422, 1465, 554, 1479]
weather-cell-min: ୧୫.୦	[1106, 2154, 1127, 2166]
weather-cell-max: ୨୬.୨	[1062, 2066, 1081, 2078]
aiyar-face	[512, 344, 592, 439]
